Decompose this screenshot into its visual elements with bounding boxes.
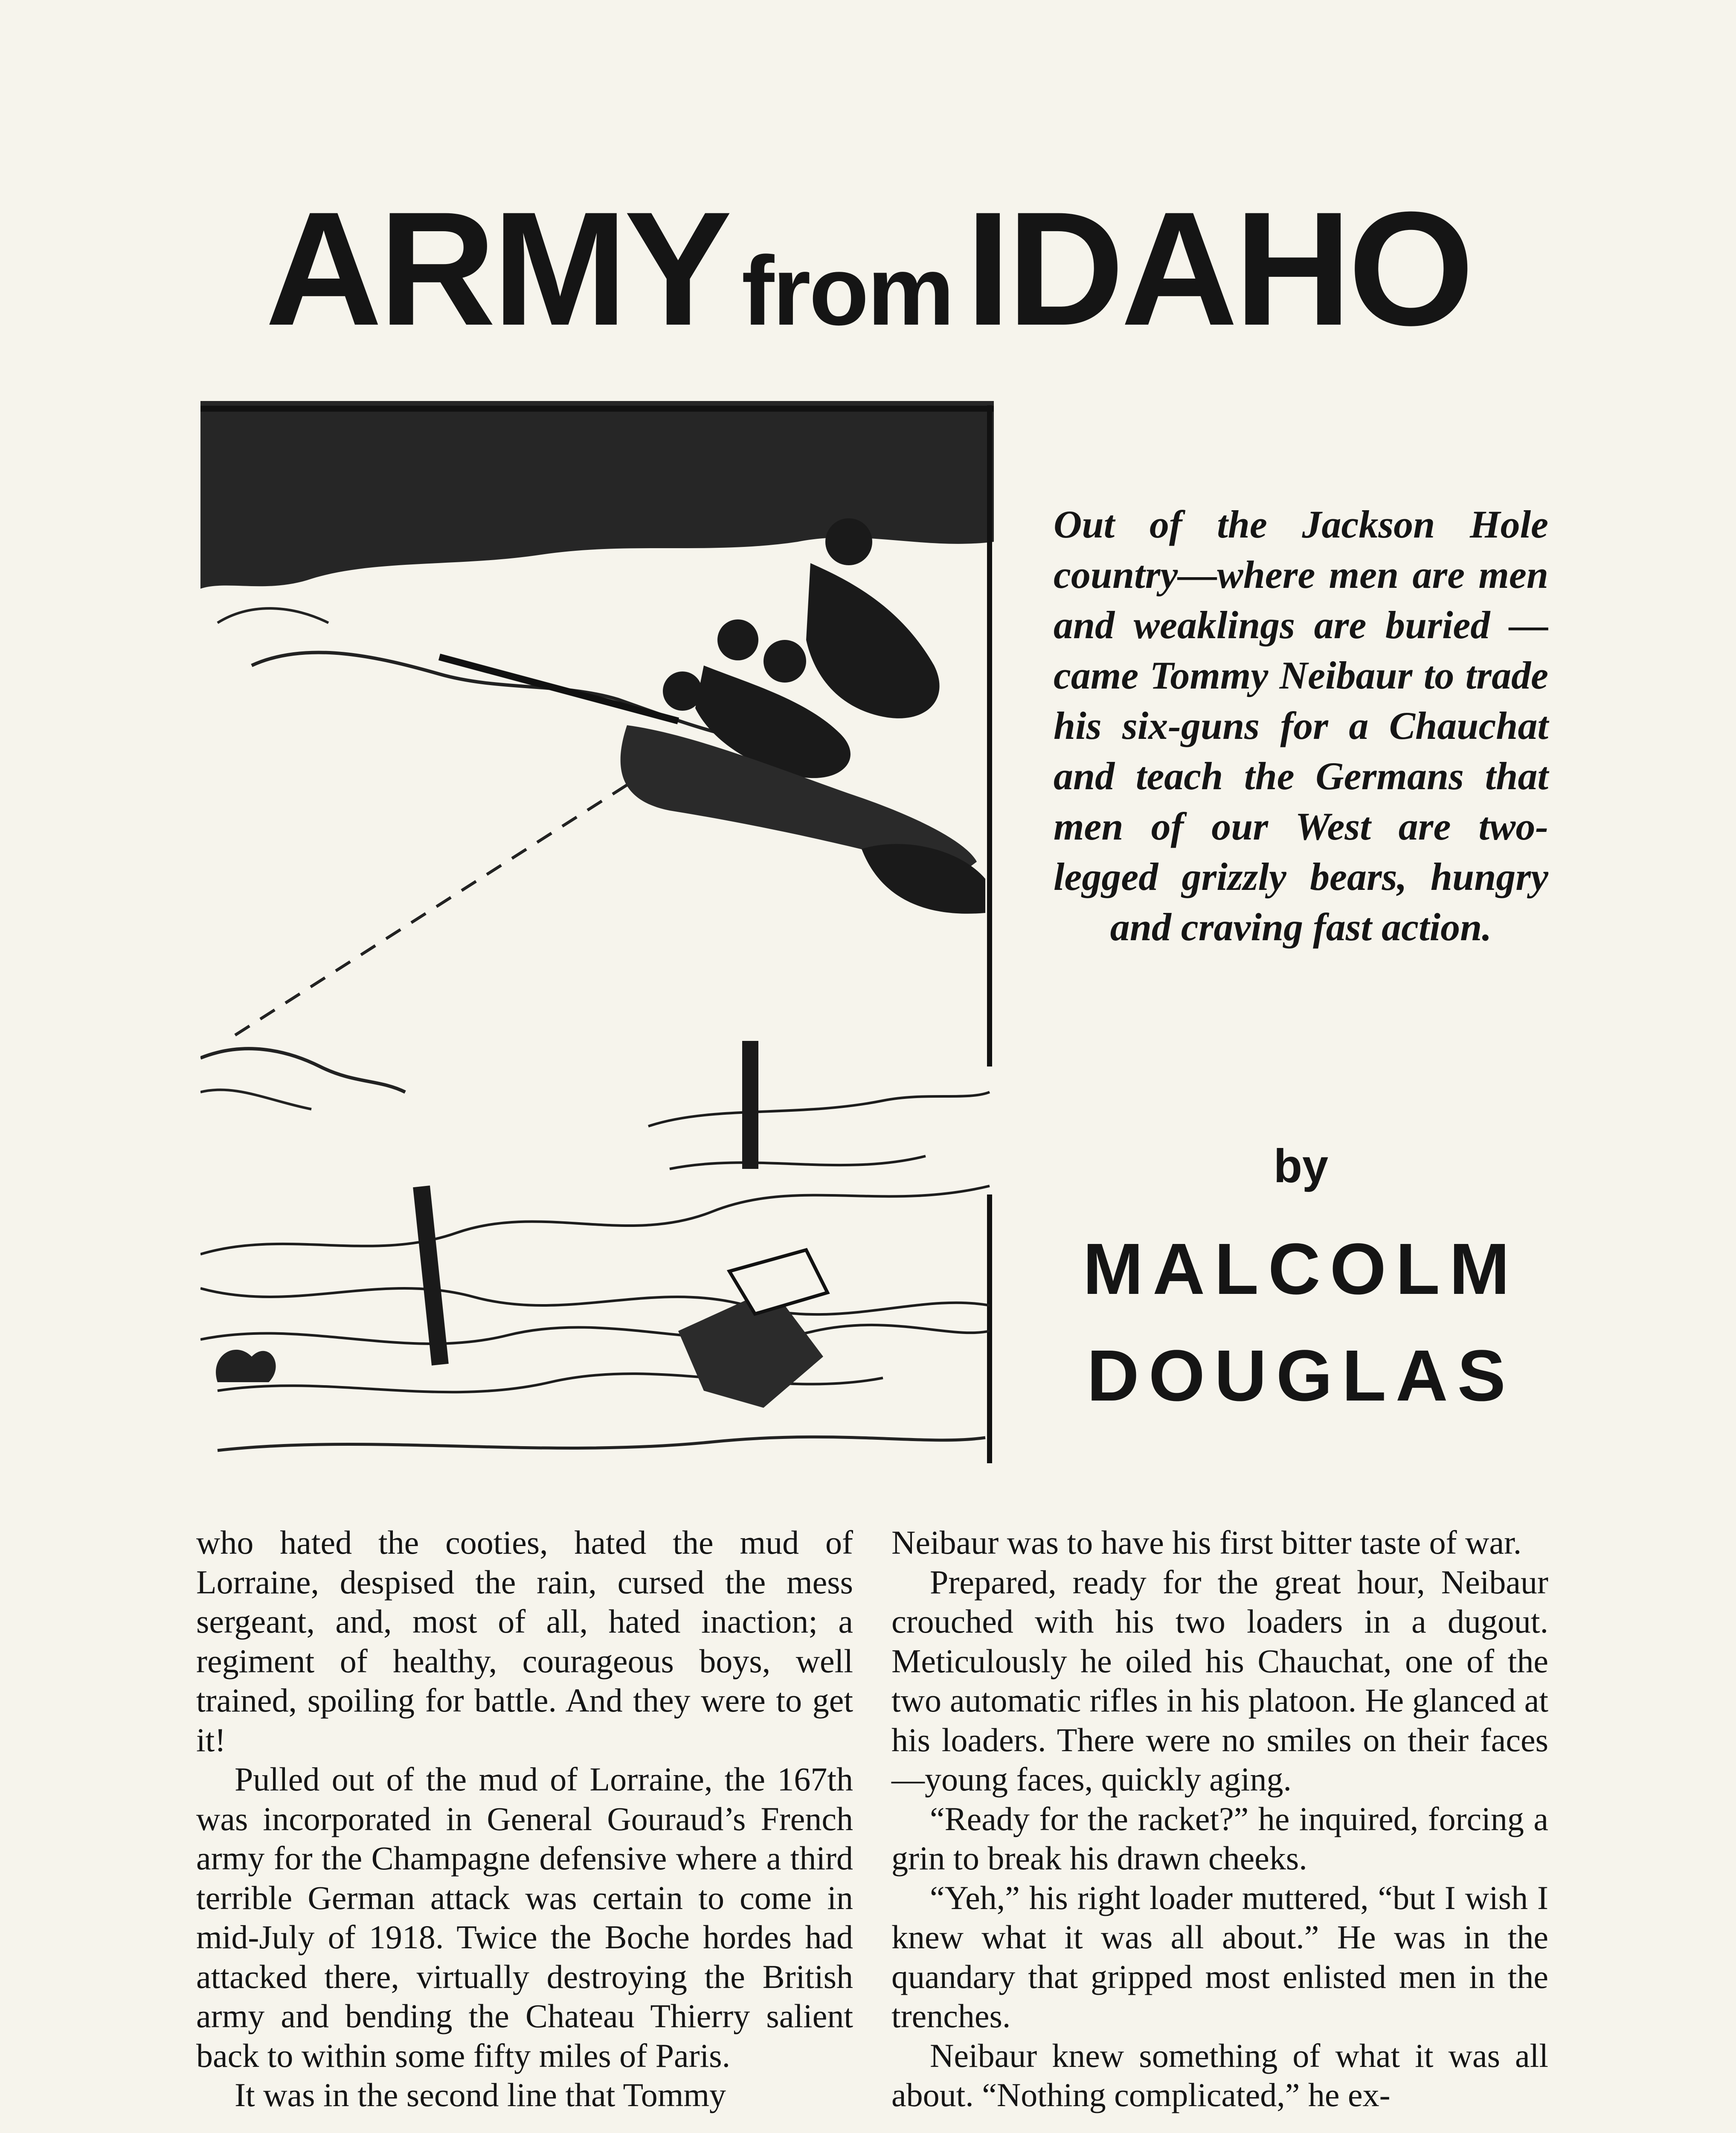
paragraph: “Yeh,” his right loader muttered, “but I wish I knew what it was all about.” He was in the quandary that gripped most enlisted men in the trenches.	[891, 1879, 1548, 2034]
story-title	[196, 178, 1540, 359]
paragraph: Pulled out of the mud of Lorraine, the 167th was incorporated in General Gouraud’s French army for the Champagne defensive where a third terrible German attack was certain to come in mid-July of 1918. Twice the Boche hordes had attacked there, virtually destroying the British army and bending the Chateau Thierry salient back to within some fifty miles of Paris.	[196, 1761, 853, 2074]
paragraph: Neibaur was to have his first bitter taste of war.	[891, 1524, 1522, 1561]
author-last-name: DOUGLAS	[1087, 1335, 1515, 1416]
paragraph: “Ready for the racket?” he inquired, forcing a grin to break his drawn cheeks.	[891, 1800, 1548, 1877]
title-word-idaho: IDAHO	[965, 178, 1471, 359]
author-first-name: MALCOLM	[1083, 1229, 1519, 1310]
author-name	[1054, 1216, 1548, 1429]
title-word-army: ARMY	[265, 178, 729, 359]
title-word-from: from	[741, 236, 953, 346]
paragraph: Neibaur knew something of what it was all about. “Nothing complicated,” he ex-	[891, 2037, 1548, 2113]
paragraph: It was in the second line that Tommy	[235, 2076, 726, 2113]
text-column-left	[196, 1523, 853, 2115]
battlefield-illustration	[200, 401, 994, 1485]
text-column-right	[891, 1523, 1548, 2115]
wire-post	[742, 1041, 758, 1169]
paragraph: Prepared, ready for the great hour, Neibaur crouched with his two loaders in a dugout. Meticulously he oiled his Chauchat, one of the two automatic rifles in his platoon. He glanced at his loaders. There were no smiles on their faces—young faces, quickly aging.	[891, 1563, 1548, 1798]
byline-by: by	[1273, 1140, 1329, 1192]
battlefield-drawing	[200, 401, 994, 1485]
paragraph: who hated the cooties, hated the mud of Lorraine, despised the rain, cursed the mess sergeant, and, most of all, hated inaction; a regiment of healthy, courageous boys, well trained, spoiling for battle. And they were to get it!	[196, 1524, 853, 1758]
story-blurb: Out of the Jackson Hole country—where men are men and weaklings are buried — came Tommy Neibaur to trade his six-guns for a Chauchat and teach the Germans that men of our West are two-legged grizzly bears, hungry and craving fast action.	[1054, 503, 1548, 949]
